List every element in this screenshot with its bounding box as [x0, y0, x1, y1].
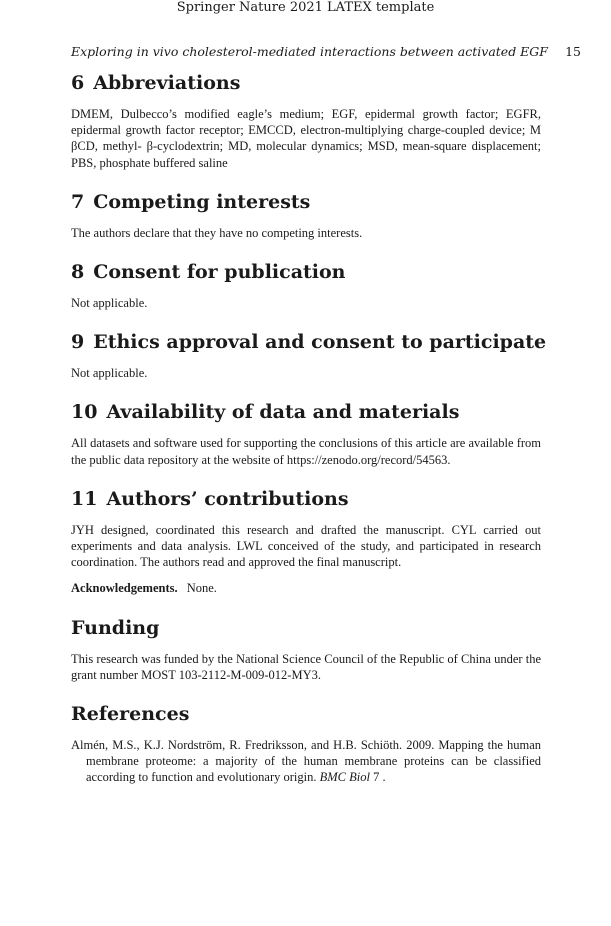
acknowledgements — [71, 580, 541, 596]
section-heading — [71, 259, 541, 285]
section-heading — [71, 486, 541, 512]
section-title: Ethics approval and consent to participate — [93, 331, 547, 354]
reference-journal: BMC Biol — [319, 770, 370, 785]
section-ethics — [71, 329, 547, 381]
section-heading — [71, 399, 541, 425]
section-title: Abbreviations — [93, 72, 241, 94]
section-title: References — [71, 703, 190, 726]
section-consent — [71, 259, 541, 311]
section-contributions — [71, 486, 541, 571]
section-references — [71, 701, 541, 786]
section-heading — [71, 189, 541, 215]
section-number: 8 — [71, 261, 85, 284]
section-number: 10 — [71, 401, 98, 424]
section-availability — [71, 399, 541, 467]
page-content — [71, 70, 547, 786]
section-heading — [71, 329, 547, 355]
page-number: 15 — [565, 44, 581, 59]
running-head: Exploring in vivo cholesterol-mediated interactions between activated EGF — [71, 44, 548, 59]
section-competing-interests — [71, 189, 541, 241]
section-body: This research was funded by the National Science Council of the Republic of China under the grant number MOST 103-2112-M-009-012-MY3. — [71, 651, 541, 682]
reference-item — [71, 737, 541, 786]
section-body: The authors declare that they have no competing interests. — [71, 225, 363, 240]
section-title: Consent for publication — [93, 261, 346, 284]
template-header: Springer Nature 2021 LATEX template — [176, 0, 435, 15]
section-body: JYH designed, coordinated this research and drafted the manuscript. CYL carried out experiments and data analysis. LWL conceived of the study, and participated in research coordination. The authors read and approved the final manuscript. — [71, 522, 541, 570]
section-title: Availability of data and materials — [106, 401, 460, 424]
section-number: 6 — [71, 72, 85, 94]
section-body: Not applicable. — [71, 366, 148, 381]
section-title: Competing interests — [93, 190, 311, 213]
section-heading — [71, 70, 541, 96]
section-body: All datasets and software used for supporting the conclusions of this article are available from the public data repository at the website of https://zenodo.org/record/54563. — [71, 436, 541, 467]
acknowledgements-text: None. — [186, 581, 217, 596]
reference-text: Almén, M.S., K.J. Nordström, R. Fredriksson, and H.B. Schiöth. 2009. Mapping the human membrane proteome: a majority of the human membrane proteins can be classified according to function and evolutionary origin. — [71, 738, 541, 785]
section-number: 7 — [71, 190, 85, 213]
section-body: DMEM, Dulbecco’s modified eagle’s medium; EGF, epidermal growth factor; EGFR, epidermal growth factor receptor; EMCCD, electron-multiplying charge-coupled device; M βCD, methyl- β-cyclodextrin; MD, molecular dynamics; MSD, mean-square displacement; PBS, phosphate buffered saline — [71, 107, 541, 170]
section-number: 11 — [71, 487, 98, 510]
section-funding — [71, 615, 541, 683]
reference-volume: 7 . — [373, 770, 386, 785]
section-body: Not applicable. — [71, 296, 148, 311]
acknowledgements-label: Acknowledgements. — [71, 581, 178, 596]
section-title: Funding — [71, 616, 160, 639]
section-title: Authors’ contributions — [106, 487, 349, 510]
section-abbreviations — [71, 70, 541, 171]
section-number: 9 — [71, 331, 85, 354]
